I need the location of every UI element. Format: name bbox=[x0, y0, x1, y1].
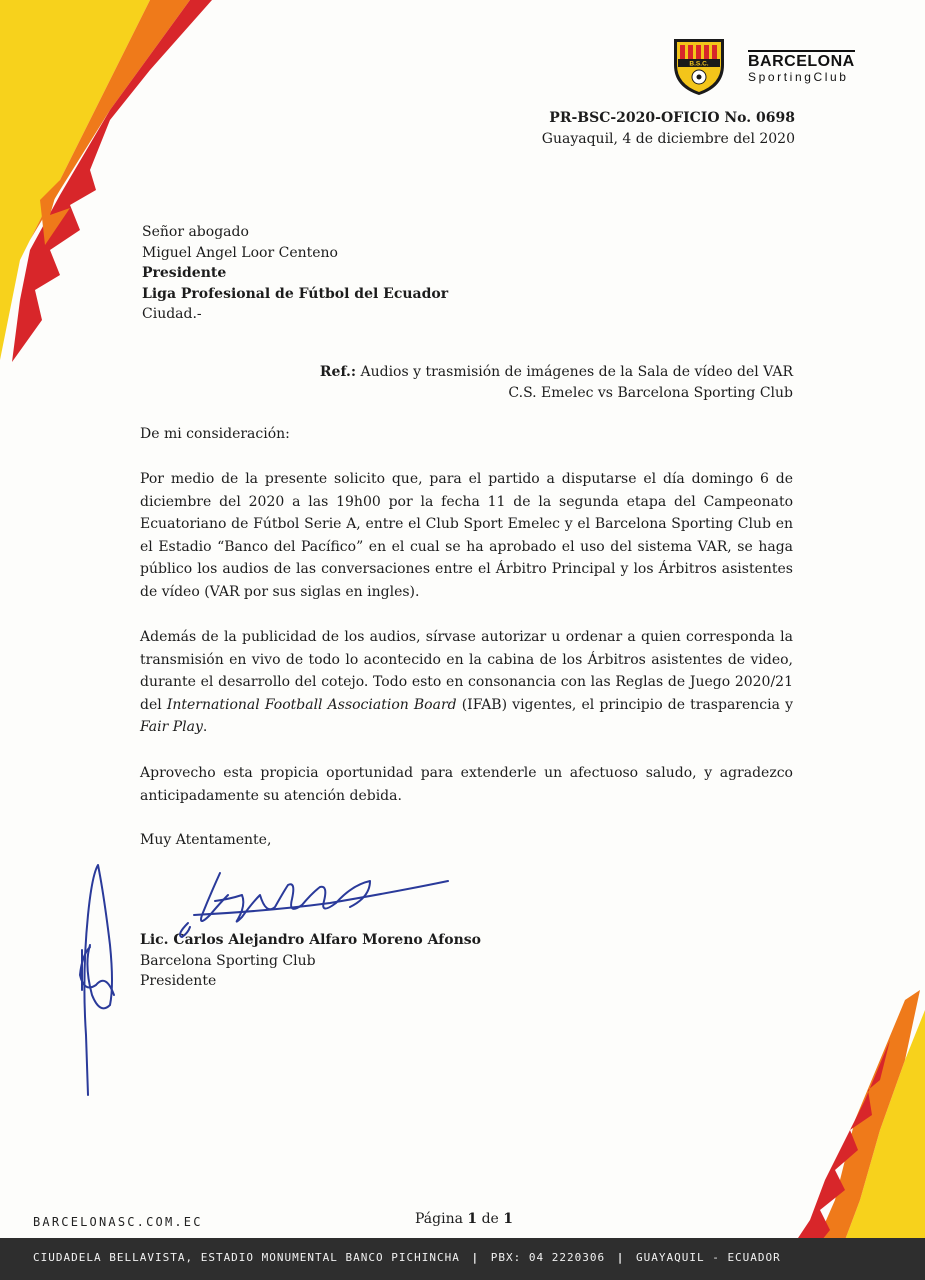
subject-reference bbox=[320, 362, 793, 403]
page-total: 1 bbox=[503, 1211, 514, 1227]
footer-phone: PBX: 04 2220306 bbox=[490, 1251, 606, 1264]
paragraph-2-part-b: (IFAB) vigentes, el principio de trasparencia y bbox=[456, 696, 793, 713]
paragraph-2 bbox=[140, 626, 793, 739]
reference-number: PR-BSC-2020-OFICIO No. 0698 bbox=[549, 110, 795, 126]
recipient-block bbox=[142, 222, 448, 325]
page-current: 1 bbox=[467, 1211, 478, 1227]
paragraph-1: Por medio de la presente solicito que, para el partido a disputarse el día domingo 6 de diciembre del 2020 a las 19h00 por la fecha 11 de la segunda etapa del Campeonato Ecuatoriano de Fútbol Serie A, entre el Club Sport Emelec y el Barcelona Sporting Club en el Estadio “Banco del Pacífico” en el cual se ha aprobado el uso del sistema VAR, se haga público los audios de las conversaciones entre el Árbitro Principal y los Árbitros asistentes de vídeo (VAR por sus siglas en ingles). bbox=[140, 471, 793, 600]
recipient-position: Presidente bbox=[142, 265, 227, 281]
reference-label: Ref.: bbox=[319, 364, 357, 380]
recipient-title: Señor abogado bbox=[142, 224, 249, 240]
signer-name: Lic. Carlos Alejandro Alfaro Moreno Afonso bbox=[140, 932, 481, 948]
recipient-name: Miguel Angel Loor Centeno bbox=[142, 244, 338, 261]
paragraph-2-part-c: . bbox=[202, 719, 208, 736]
footer-city-country: GUAYAQUIL - ECUADOR bbox=[635, 1251, 781, 1264]
signer-position: Presidente bbox=[140, 973, 217, 989]
page-label: Página bbox=[415, 1211, 468, 1227]
reference-line-1: Audios y trasmisión de imágenes de la Sala de vídeo del VAR bbox=[356, 364, 793, 380]
paragraph-2-part-a: Además de la publicidad de los audios, sírvase autorizar u ordenar a quien corresponda la transmisión en vivo de todo lo acontecido en la cabina de los Árbitros asistentes de video, durante el desarrollo del cotejo. Todo esto en consonancia con las Reglas de Juego 2020/21 del bbox=[140, 629, 793, 713]
paragraph-3: Aprovecho esta propicia oportunidad para extenderle un afectuoso saludo, y agradezco anticipadamente su atención debida. bbox=[140, 765, 793, 804]
footer-separator: | bbox=[471, 1251, 480, 1264]
document-reference-block bbox=[542, 108, 795, 150]
page-indicator bbox=[415, 1211, 513, 1227]
brand-name: BARCELONA bbox=[748, 50, 855, 70]
recipient-organization: Liga Profesional de Fútbol del Ecuador bbox=[142, 285, 449, 302]
footer-address-line bbox=[33, 1251, 781, 1264]
recipient-city: Ciudad.- bbox=[142, 306, 202, 322]
crest-badge-text: B.S.C. bbox=[689, 60, 709, 68]
signer-organization: Barcelona Sporting Club bbox=[140, 952, 316, 969]
paragraph-2-ifab: International Football Association Board bbox=[166, 696, 457, 713]
reference-line-2: C.S. Emelec vs Barcelona Sporting Club bbox=[508, 384, 793, 401]
footer-address: CIUDADELA BELLAVISTA, ESTADIO MONUMENTAL BANCO PICHINCHA bbox=[33, 1251, 460, 1264]
handwritten-signature bbox=[70, 855, 460, 1115]
page-of: de bbox=[477, 1211, 504, 1227]
footer-website: BARCELONASC.COM.EC bbox=[33, 1215, 203, 1229]
closing: Muy Atentamente, bbox=[140, 832, 272, 848]
greeting: De mi consideración: bbox=[140, 426, 290, 442]
paragraph-2-fair-play: Fair Play bbox=[140, 719, 203, 736]
bsc-crest-icon bbox=[668, 35, 730, 97]
brand-wordmark bbox=[748, 50, 855, 84]
place-date: Guayaquil, 4 de diciembre del 2020 bbox=[541, 131, 795, 147]
footer-separator: | bbox=[616, 1251, 625, 1264]
brand-subtitle: SportingClub bbox=[748, 70, 849, 84]
